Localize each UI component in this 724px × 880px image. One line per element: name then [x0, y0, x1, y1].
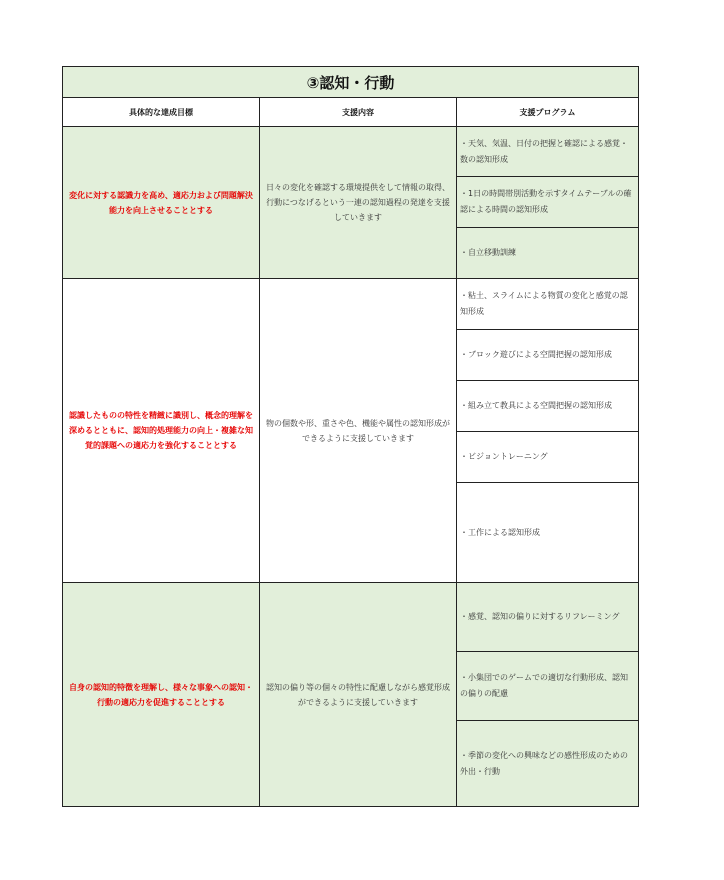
section-2-program-3: ・組み立て教具による空間把握の認知形成: [457, 381, 639, 432]
section-2-goal: 認識したものの特性を精緻に識別し、概念的理解を深めるとともに、認知的処理能力の向上・複雑な知覚的課題への適応力を強化することとする: [63, 279, 260, 583]
section-1-program-3: ・自立移動訓練: [457, 228, 639, 279]
section-2-program-2: ・ブロック遊びによる空間把握の認知形成: [457, 330, 639, 381]
section-3-program-2: ・小集団でのゲームでの適切な行動形成、認知の偏りの配慮: [457, 652, 639, 721]
section-2-program-4: ・ビジョントレーニング: [457, 432, 639, 483]
section-1-program-2: ・1日の時間帯別活動を示すタイムテーブルの確認による時間の認知形成: [457, 177, 639, 228]
section-2-program-1: ・粘土、スライムによる物質の変化と感覚の認知形成: [457, 279, 639, 330]
header-program: 支援プログラム: [457, 98, 639, 127]
section-2-program-5: ・工作による認知形成: [457, 483, 639, 583]
support-program-table: [62, 66, 639, 807]
section-3-program-3: ・季節の変化への興味などの感性形成のための外出・行動: [457, 721, 639, 807]
header-goal: 具体的な達成目標: [63, 98, 260, 127]
page-title: ③認知・行動: [63, 67, 639, 98]
section-2-support: 物の個数や形、重さや色、機能や属性の認知形成ができるように支援していきます: [260, 279, 457, 583]
header-support: 支援内容: [260, 98, 457, 127]
section-3-support: 認知の偏り等の個々の特性に配慮しながら感覚形成ができるように支援していきます: [260, 583, 457, 807]
section-1-goal: 変化に対する認識力を高め、適応力および問題解決能力を向上させることとする: [63, 127, 260, 279]
section-1-program-1: ・天気、気温、日付の把握と確認による感覚・数の認知形成: [457, 127, 639, 177]
section-3-program-1: ・感覚、認知の偏りに対するリフレーミング: [457, 583, 639, 652]
section-3-goal: 自身の認知的特徴を理解し、様々な事象への認知・行動の適応力を促進することとする: [63, 583, 260, 807]
section-1-support: 日々の変化を確認する環境提供をして情報の取得、行動につなげるという一連の認知過程の発達を支援していきます: [260, 127, 457, 279]
